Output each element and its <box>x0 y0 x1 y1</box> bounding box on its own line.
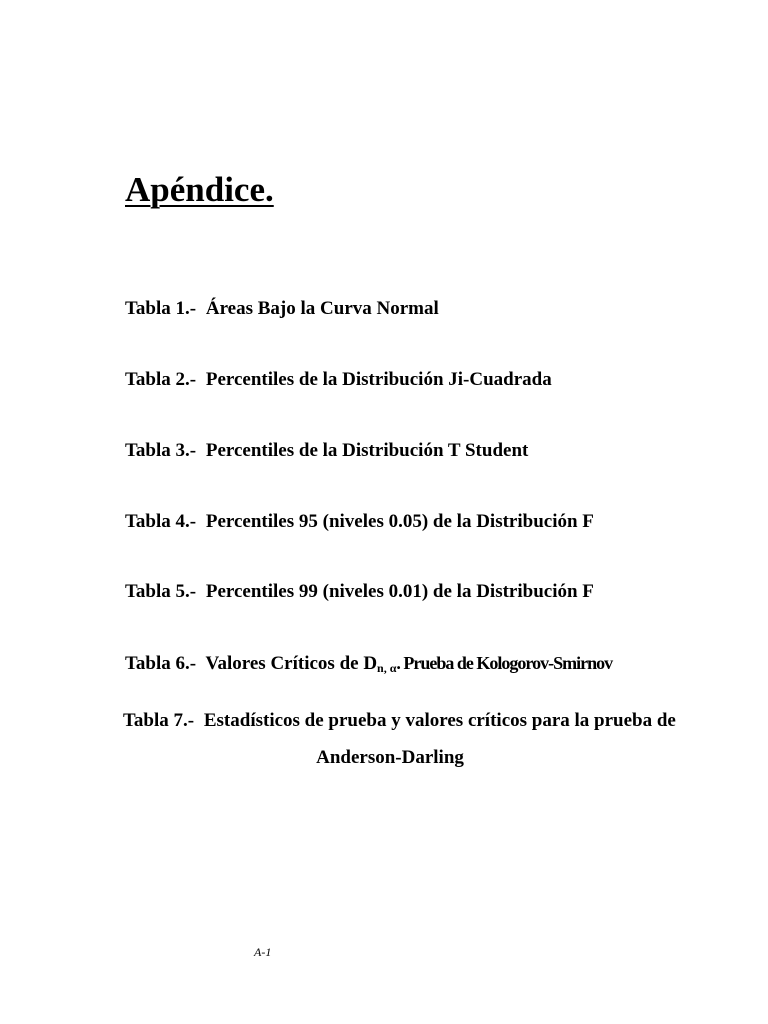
table-entry-7 <box>123 711 676 730</box>
table-title-3: Percentiles de la Distribución T Student <box>205 440 529 461</box>
table-entry-7-continuation-line <box>0 748 768 767</box>
table-title-6-subscript: n, α <box>377 661 397 675</box>
table-title-2: Percentiles de la Distribución Ji-Cuadrada <box>205 369 552 390</box>
table-title-4: Percentiles 95 (niveles 0.05) de la Distribución F <box>205 511 594 532</box>
table-title-6-start: Valores Críticos de D <box>205 653 378 674</box>
table-title-7: Estadísticos de prueba y valores críticos para la prueba de <box>203 710 676 731</box>
table-label-5: Tabla 5.- <box>125 581 197 602</box>
table-entry-6 <box>125 654 612 674</box>
table-entry-4 <box>125 512 594 531</box>
table-label-2: Tabla 2.- <box>125 369 197 390</box>
table-entry-2 <box>125 370 552 389</box>
table-label-1: Tabla 1.- <box>125 298 197 319</box>
table-entry-3 <box>125 441 528 460</box>
page-title: Apéndice. <box>125 170 274 209</box>
page-number: A-1 <box>254 945 272 959</box>
table-label-4: Tabla 4.- <box>125 511 197 532</box>
table-title-7-continuation: Anderson-Darling <box>316 747 464 768</box>
table-title-6-end: . Prueba de Kologorov-Smirnov <box>396 653 613 673</box>
table-title-1: Áreas Bajo la Curva Normal <box>205 298 439 319</box>
table-label-6: Tabla 6.- <box>125 653 197 674</box>
table-entry-5 <box>125 582 594 601</box>
table-title-5: Percentiles 99 (niveles 0.01) de la Distribución F <box>205 581 594 602</box>
table-label-3: Tabla 3.- <box>125 440 197 461</box>
table-label-7: Tabla 7.- <box>123 710 195 731</box>
table-entry-1 <box>125 299 439 318</box>
